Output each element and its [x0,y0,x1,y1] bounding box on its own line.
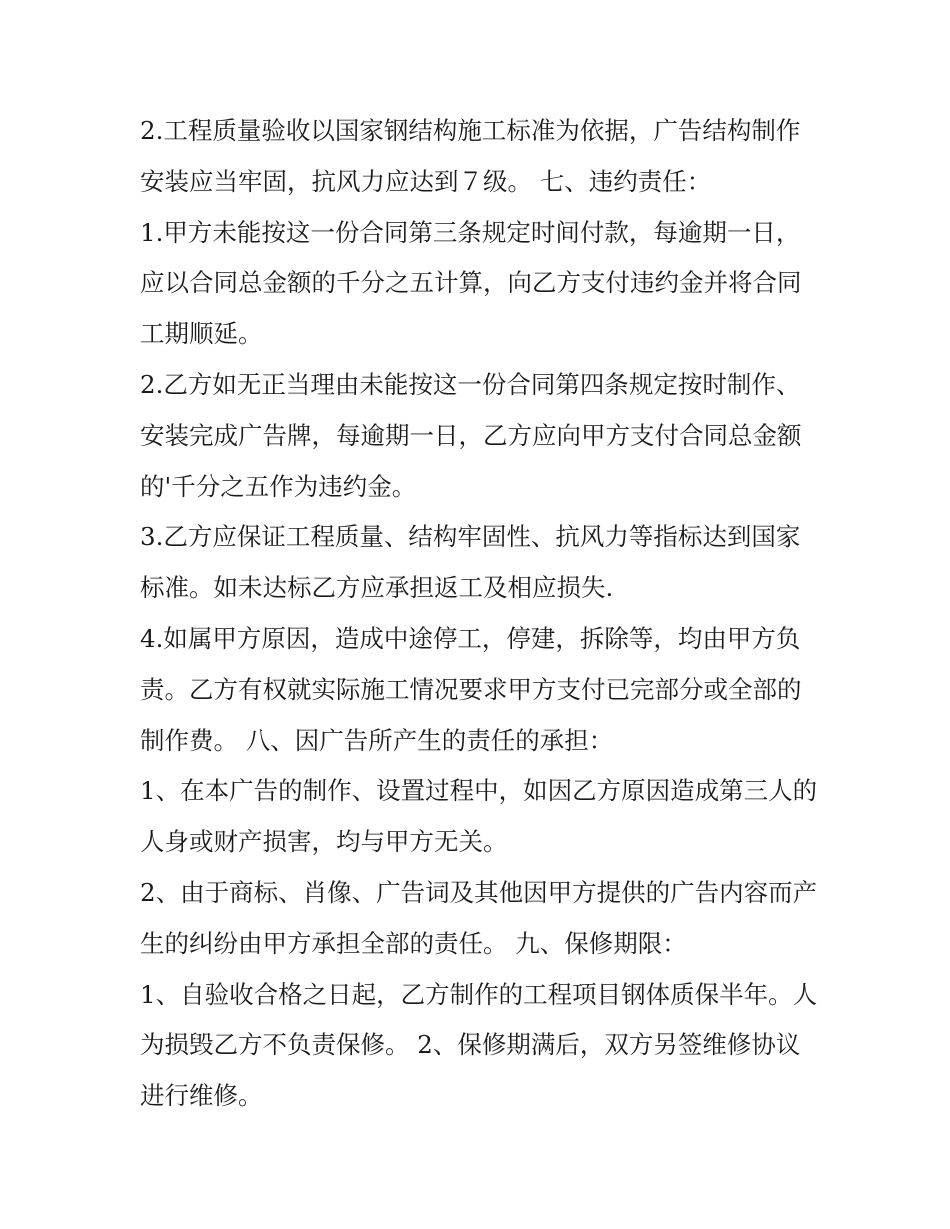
paragraph-party-a-stoppage: 4.如属甲方原因，造成中途停工，停建，拆除等，均由甲方负责。乙方有权就实际施工情况要求甲方支付已完部分或全部的制作费。 八、因广告所产生的责任的承担： [140,623,802,755]
document-body [140,106,820,1122]
paragraph-warranty-period: 1、自验收合格之日起，乙方制作的工程项目钢体质保半年。人为损毁乙方不负责保修。 2、保修期满后，双方另签维修协议进行维修。 [140,979,818,1111]
paragraph-third-party-damage: 1、在本广告的制作、设置过程中，如因乙方原因造成第三人的人身或财产损害，均与甲方无关。 [140,776,818,857]
paragraph-party-b-late-delivery: 2.乙方如无正当理由未能按这一份合同第四条规定按时制作、安装完成广告牌，每逾期一日，乙方应向甲方支付合同总金额的'千分之五作为违约金。 [140,369,802,501]
paragraph-content-disputes: 2、由于商标、肖像、广告词及其他因甲方提供的广告内容而产生的纠纷由甲方承担全部的责任。 九、保修期限： [140,877,818,958]
paragraph-quality-acceptance: 2.工程质量验收以国家钢结构施工标准为依据，广告结构制作安装应当牢固，抗风力应达到７级。 七、违约责任： [140,116,801,196]
paragraph-quality-guarantee: 3.乙方应保证工程质量、结构牢固性、抗风力等指标达到国家标准。如未达标乙方应承担返工及相应损失. [140,522,801,603]
paragraph-party-a-late-payment: 1.甲方未能按这一份合同第三条规定时间付款，每逾期一日，应以合同总金额的千分之五计算，向乙方支付违约金并将合同工期顺延。 [140,217,802,349]
